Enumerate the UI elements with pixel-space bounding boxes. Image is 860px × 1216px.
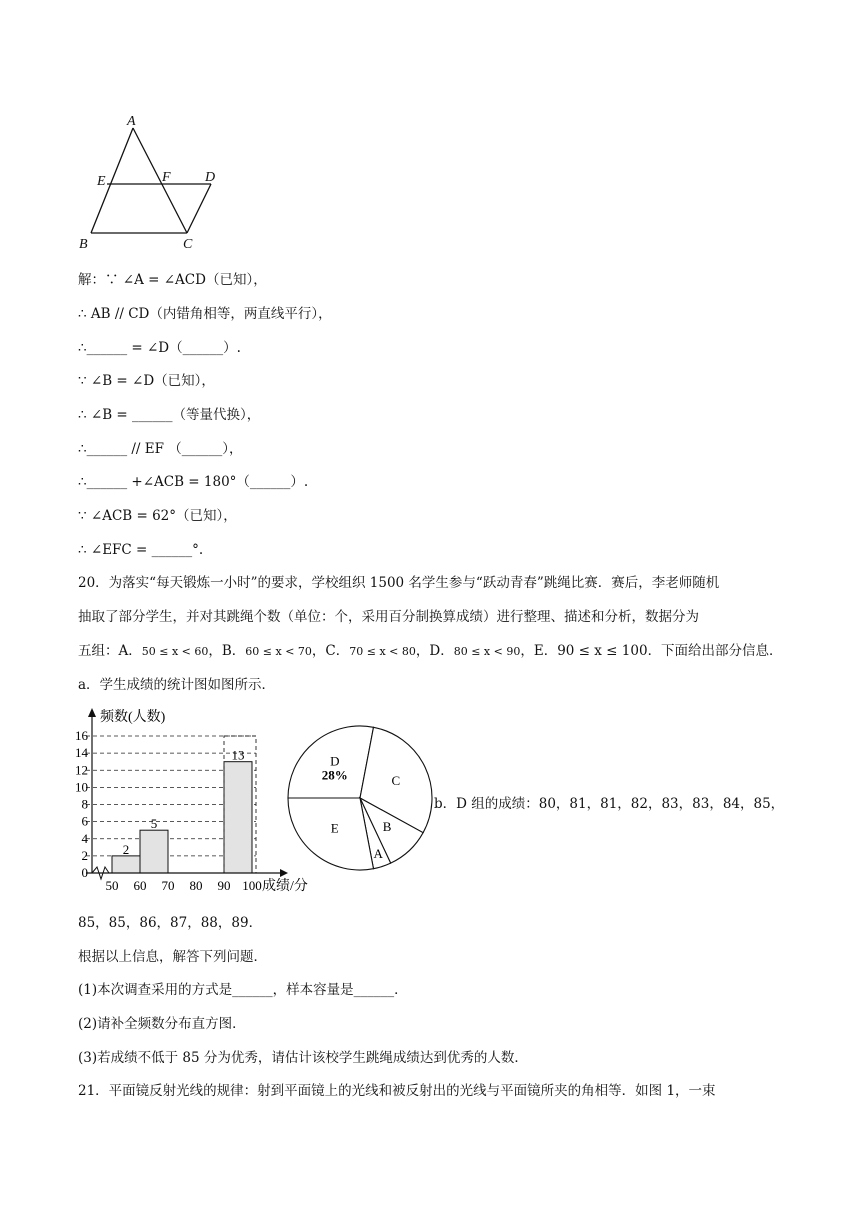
q20-range-c: 70 ≤ x < 80	[349, 645, 416, 658]
q20-sub-2: (2)请补全频数分布直方图．	[78, 1016, 246, 1032]
y-tick-label: 4	[81, 830, 88, 846]
solution-line-3: ∴______ = ∠D（______）.	[78, 340, 241, 356]
q20-info-b-continued: 85，85，86，87，88，89．	[78, 915, 263, 931]
solution-line-9: ∴ ∠EFC = ______°.	[78, 542, 204, 558]
pie-slice-label: A	[373, 846, 383, 862]
point-c-label: C	[183, 237, 193, 252]
x-tick-label: 100	[242, 878, 262, 893]
point-b-label: B	[79, 237, 88, 252]
segment-dc	[187, 184, 211, 233]
q20-group-d-label: ，D．	[415, 643, 454, 659]
q20-sub-1: (1)本次调查采用的方式是______，样本容量是______．	[78, 982, 408, 998]
q21-paragraph-line-1: 21．平面镜反射光线的规律：射到平面镜上的光线和被反射出的光线与平面镜所夹的角相等．如图 1，一束	[78, 1083, 716, 1099]
group-pie-chart	[280, 718, 440, 878]
pie-slice-label: B	[382, 818, 392, 834]
x-tick-label: 50	[105, 878, 119, 893]
solution-line-8: ∵ ∠ACB = 62°（已知），	[78, 508, 237, 524]
solution-line-5: ∴ ∠B = ______（等量代换），	[78, 407, 261, 423]
x-tick-label: 90	[217, 878, 231, 893]
q20-range-a: 50 ≤ x < 60	[141, 645, 209, 658]
x-tick-label: 70	[161, 878, 175, 893]
q20-group-b-label: ，B．	[208, 643, 246, 659]
point-e-label: E	[97, 174, 106, 189]
y-tick-label: 16	[75, 728, 88, 743]
x-tick-label: 60	[133, 878, 147, 893]
pie-slice-label: D	[330, 753, 340, 769]
point-a-label: A	[127, 114, 136, 129]
y-tick-label: 2	[81, 847, 88, 863]
q20-paragraph-line-1: 20．为落实“每天锻炼一小时”的要求，学校组织 1500 名学生参与“跃动青春”跳绳比赛．赛后，李老师随机	[78, 575, 720, 591]
q20-paragraph-line-2: 抽取了部分学生，并对其跳绳个数（单位：个，采用百分制换算成绩）进行整理、描述和分析，数据分为	[78, 609, 699, 625]
solution-line-7: ∴______ +∠ACB = 180°（______）.	[78, 474, 309, 490]
pie-slice-label: E	[330, 820, 339, 836]
q20-info-a: a．学生成绩的统计图如图所示．	[78, 677, 276, 693]
pie-slice-label: C	[391, 773, 401, 789]
solution-line-1: 解：∵ ∠A = ∠ACD（已知），	[78, 272, 267, 288]
x-tick-label: 80	[189, 878, 203, 893]
y-axis-arrow	[88, 708, 96, 717]
q20-group-c-label: ，C．	[311, 643, 350, 659]
histogram-bar	[140, 830, 168, 873]
q20-prompt: 根据以上信息，解答下列问题．	[78, 949, 267, 965]
y-tick-label: 8	[81, 796, 88, 812]
point-f-label: F	[162, 170, 171, 185]
y-tick-label: 14	[75, 745, 88, 761]
solution-line-2: ∴ AB // CD（内错角相等，两直线平行），	[78, 306, 332, 322]
y-axis-label: 频数(人数)	[100, 710, 166, 725]
histogram-bar	[112, 856, 140, 873]
bar-value-label: 5	[150, 816, 158, 832]
geometry-figure	[70, 108, 230, 253]
q20-range-d: 80 ≤ x < 90	[453, 645, 521, 658]
q20-sub-3: (3)若成绩不低于 85 分为优秀，请估计该校学生跳绳成绩达到优秀的人数．	[78, 1050, 528, 1066]
q20-range-e: 90 ≤ x ≤ 100	[557, 643, 648, 659]
solution-line-4: ∵ ∠B = ∠D（已知），	[78, 373, 215, 389]
q20-range-b: 60 ≤ x < 70	[245, 645, 312, 658]
solution-line-6: ∴______ // EF （______），	[78, 441, 243, 457]
q20-paragraph-line-3	[78, 641, 783, 662]
point-d-label: D	[205, 170, 216, 185]
histogram-bar	[224, 762, 252, 873]
y-tick-label: 0	[81, 865, 88, 880]
pie-slice-percent: 28%	[321, 767, 348, 783]
y-tick-label: 10	[75, 779, 88, 795]
q20-group-a-label: 五组：A．	[78, 643, 142, 659]
y-tick-label: 6	[81, 813, 88, 829]
bar-value-label: 2	[122, 841, 130, 857]
q20-group-e-label: ，E．	[520, 643, 558, 659]
segment-ac	[133, 128, 187, 233]
bar-value-label: 13	[231, 747, 245, 763]
x-axis-label: 成绩/分	[262, 879, 308, 894]
y-tick-label: 12	[75, 762, 88, 778]
q20-line3-tail: ．下面给出部分信息．	[647, 643, 783, 659]
q20-info-b: b．D 组的成绩：80，81，81，82，83，83，84，85，	[434, 796, 785, 812]
